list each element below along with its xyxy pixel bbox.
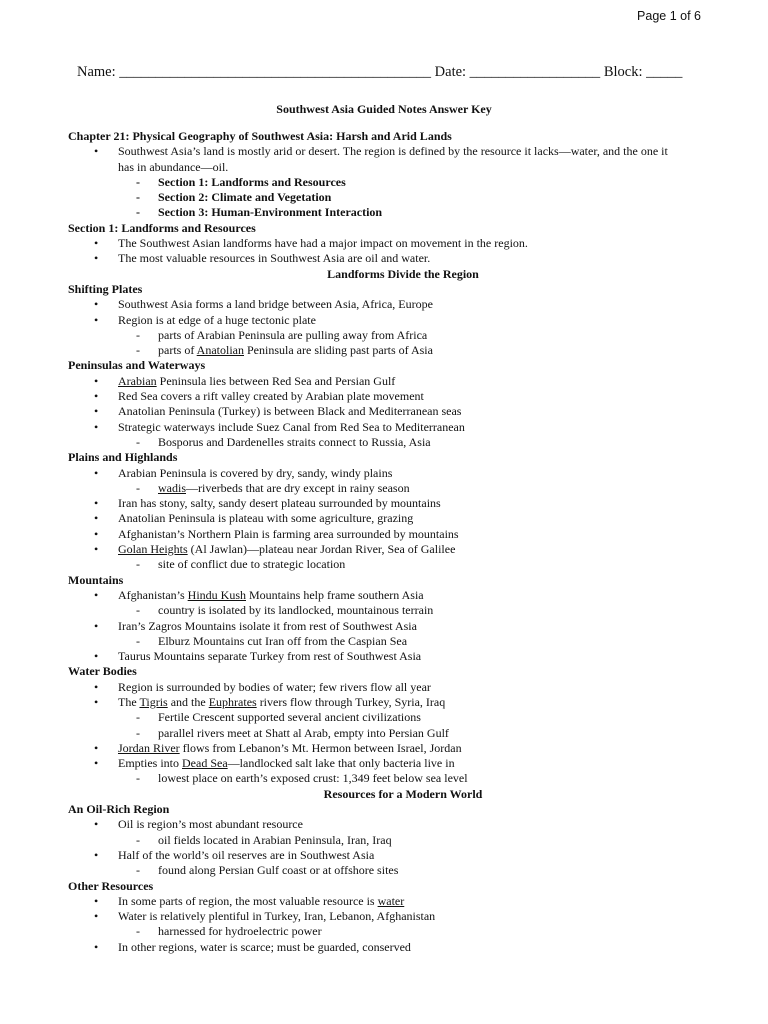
line-text: parts of Arabian Peninsula are pulling away from Africa xyxy=(158,327,428,342)
line-text: and the xyxy=(167,694,209,709)
line-text: —riverbeds that are dry except in rainy season xyxy=(186,480,410,495)
section-heading xyxy=(68,358,708,373)
line-text: Southwest Asia’s land is mostly arid or desert. The region is defined by the resource it lacks—water, and the one it xyxy=(118,144,668,159)
section-heading xyxy=(68,802,708,817)
bullet-item xyxy=(68,817,708,832)
line-text: Bosporus and Dardenelles straits connect to Russia, Asia xyxy=(158,434,431,449)
page-number: Page 1 of 6 xyxy=(637,9,701,23)
line-text: Section 1: Landforms and Resources xyxy=(68,220,256,235)
bullet-item xyxy=(68,404,708,419)
bullet-item xyxy=(68,649,708,664)
sub-item xyxy=(68,771,708,786)
line-text: site of conflict due to strategic location xyxy=(158,557,346,572)
section-heading xyxy=(68,221,708,236)
sub-item xyxy=(68,833,708,848)
line-text: Iran’s Zagros Mountains isolate it from rest of Southwest Asia xyxy=(118,618,417,633)
line-text: Plains and Highlands xyxy=(68,450,178,465)
line-text: Red Sea covers a rift valley created by Arabian plate movement xyxy=(118,389,424,404)
section-heading xyxy=(68,573,708,588)
sub-item xyxy=(68,328,708,343)
line-text: Anatolian Peninsula (Turkey) is between Black and Mediterranean seas xyxy=(118,404,462,419)
line-text: Resources for a Modern World xyxy=(323,786,483,801)
sub-item xyxy=(68,557,708,572)
section-heading xyxy=(68,879,708,894)
line-text: —landlocked salt lake that only bacteria live in xyxy=(227,756,455,771)
bullet-item xyxy=(68,297,708,312)
line-text: Mountains help frame southern Asia xyxy=(246,587,424,602)
sub-item xyxy=(68,924,708,939)
student-info-header xyxy=(77,64,717,81)
sub-item xyxy=(68,435,708,450)
bullet-item xyxy=(68,542,708,557)
line-text: Anatolian Peninsula is plateau with some agriculture, grazing xyxy=(118,511,414,526)
line-text: The most valuable resources in Southwest Asia are oil and water. xyxy=(118,251,431,266)
line-text: In some parts of region, the most valuable resource is xyxy=(118,893,378,908)
line-text: Taurus Mountains separate Turkey from rest of Southwest Asia xyxy=(118,649,422,664)
line-text: Other Resources xyxy=(68,878,154,893)
sub-item xyxy=(68,863,708,878)
underlined-term: Jordan River xyxy=(118,740,180,755)
line-text: The xyxy=(118,694,140,709)
sub-item xyxy=(68,603,708,618)
block-field: Block: _____ xyxy=(603,64,683,80)
underlined-term: Anatolian xyxy=(196,343,244,358)
line-text: Section 3: Human-Environment Interaction xyxy=(158,205,383,220)
line-text: lowest place on earth’s exposed crust: 1,349 feet below sea level xyxy=(158,771,468,786)
underlined-term: Arabian xyxy=(118,373,157,388)
bullet-item xyxy=(68,144,708,159)
bullet-item xyxy=(68,251,708,266)
bullet-item xyxy=(68,909,708,924)
bullet-item xyxy=(68,527,708,542)
line-text: Peninsula lies between Red Sea and Persian Gulf xyxy=(156,373,396,388)
line-text: Peninsula are sliding past parts of Asia xyxy=(244,343,433,358)
line-text: Afghanistan’s xyxy=(118,587,188,602)
line-text: harnessed for hydroelectric power xyxy=(158,924,322,939)
centered-subheading xyxy=(68,267,708,282)
sub-item xyxy=(68,190,708,205)
underlined-term: Dead Sea xyxy=(182,756,228,771)
bullet-item xyxy=(68,619,708,634)
bullet-item xyxy=(68,389,708,404)
underlined-term: Tigris xyxy=(139,694,168,709)
line-text: has in abundance—oil. xyxy=(118,159,229,174)
section-heading xyxy=(68,129,708,144)
line-text: The Southwest Asian landforms have had a major impact on movement in the region. xyxy=(118,236,528,251)
name-field: Name: ___________________________________________ xyxy=(77,64,432,80)
section-heading xyxy=(68,664,708,679)
bullet-item xyxy=(68,496,708,511)
sub-item xyxy=(68,175,708,190)
line-text: Mountains xyxy=(68,572,124,587)
line-text: Arabian Peninsula is covered by dry, sandy, windy plains xyxy=(118,465,393,480)
line-text: Chapter 21: Physical Geography of Southwest Asia: Harsh and Arid Lands xyxy=(68,129,452,143)
line-text: Region is at edge of a huge tectonic plate xyxy=(118,312,316,327)
line-text: Section 2: Climate and Vegetation xyxy=(158,190,332,205)
underlined-term: Golan Heights xyxy=(118,542,188,557)
bullet-item xyxy=(68,894,708,909)
underlined-term: Hindu Kush xyxy=(187,587,246,602)
line-text: (Al Jawlan)—plateau near Jordan River, Sea of Galilee xyxy=(187,542,456,557)
bullet-item xyxy=(68,374,708,389)
centered-subheading xyxy=(68,787,708,802)
line-text: rivers flow through Turkey, Syria, Iraq xyxy=(256,694,446,709)
line-text: Half of the world’s oil reserves are in Southwest Asia xyxy=(118,847,375,862)
sub-item xyxy=(68,710,708,725)
section-heading xyxy=(68,282,708,297)
line-text: Elburz Mountains cut Iran off from the Caspian Sea xyxy=(158,633,408,648)
underlined-term: wadis xyxy=(158,480,186,495)
line-text: Landforms Divide the Region xyxy=(327,266,479,281)
bullet-item xyxy=(68,236,708,251)
line-text: oil fields located in Arabian Peninsula, Iran, Iraq xyxy=(158,832,392,847)
underlined-term: Euphrates xyxy=(208,694,257,709)
section-heading xyxy=(68,450,708,465)
line-text: Water Bodies xyxy=(68,664,137,679)
bullet-item xyxy=(68,695,708,710)
line-text: flows from Lebanon’s Mt. Hermon between Israel, Jordan xyxy=(179,740,462,755)
sub-item xyxy=(68,481,708,496)
line-text: Oil is region’s most abundant resource xyxy=(118,817,303,832)
sub-item xyxy=(68,343,708,358)
bullet-item xyxy=(68,588,708,603)
notes-body xyxy=(68,129,708,955)
bullet-item xyxy=(68,313,708,328)
bullet-item xyxy=(68,511,708,526)
bullet-item xyxy=(68,680,708,695)
bullet-item xyxy=(68,741,708,756)
line-text: Strategic waterways include Suez Canal from Red Sea to Mediterranean xyxy=(118,419,465,434)
date-field: Date: __________________ xyxy=(434,64,601,80)
line-text: Southwest Asia forms a land bridge between Asia, Africa, Europe xyxy=(118,297,433,312)
document-title: Southwest Asia Guided Notes Answer Key xyxy=(276,102,492,116)
bullet-item xyxy=(68,756,708,771)
line-text: Iran has stony, salty, sandy desert plateau surrounded by mountains xyxy=(118,496,441,511)
sub-item xyxy=(68,726,708,741)
line-text: parallel rivers meet at Shatt al Arab, empty into Persian Gulf xyxy=(158,725,449,740)
line-text: An Oil-Rich Region xyxy=(68,802,170,817)
bullet-item xyxy=(68,420,708,435)
underlined-term: water xyxy=(377,893,405,908)
line-text: Water is relatively plentiful in Turkey, Iran, Lebanon, Afghanistan xyxy=(118,909,436,924)
line-text: Peninsulas and Waterways xyxy=(68,358,206,373)
line-text: Empties into xyxy=(118,756,182,771)
sub-item xyxy=(68,634,708,649)
line-text: Region is surrounded by bodies of water; few rivers flow all year xyxy=(118,679,431,694)
bullet-item xyxy=(68,940,708,955)
line-text: In other regions, water is scarce; must be guarded, conserved xyxy=(118,939,411,954)
line-text: found along Persian Gulf coast or at offshore sites xyxy=(158,863,399,878)
line-text: Fertile Crescent supported several ancient civilizations xyxy=(158,710,421,725)
bullet-item xyxy=(68,466,708,481)
bullet-continuation xyxy=(68,160,708,175)
line-text: country is isolated by its landlocked, mountainous terrain xyxy=(158,603,434,618)
bullet-item xyxy=(68,848,708,863)
line-text: parts of xyxy=(158,343,197,358)
line-text: Shifting Plates xyxy=(68,281,143,296)
line-text: Section 1: Landforms and Resources xyxy=(158,174,346,189)
sub-item xyxy=(68,205,708,220)
line-text: Afghanistan’s Northern Plain is farming area surrounded by mountains xyxy=(118,526,459,541)
